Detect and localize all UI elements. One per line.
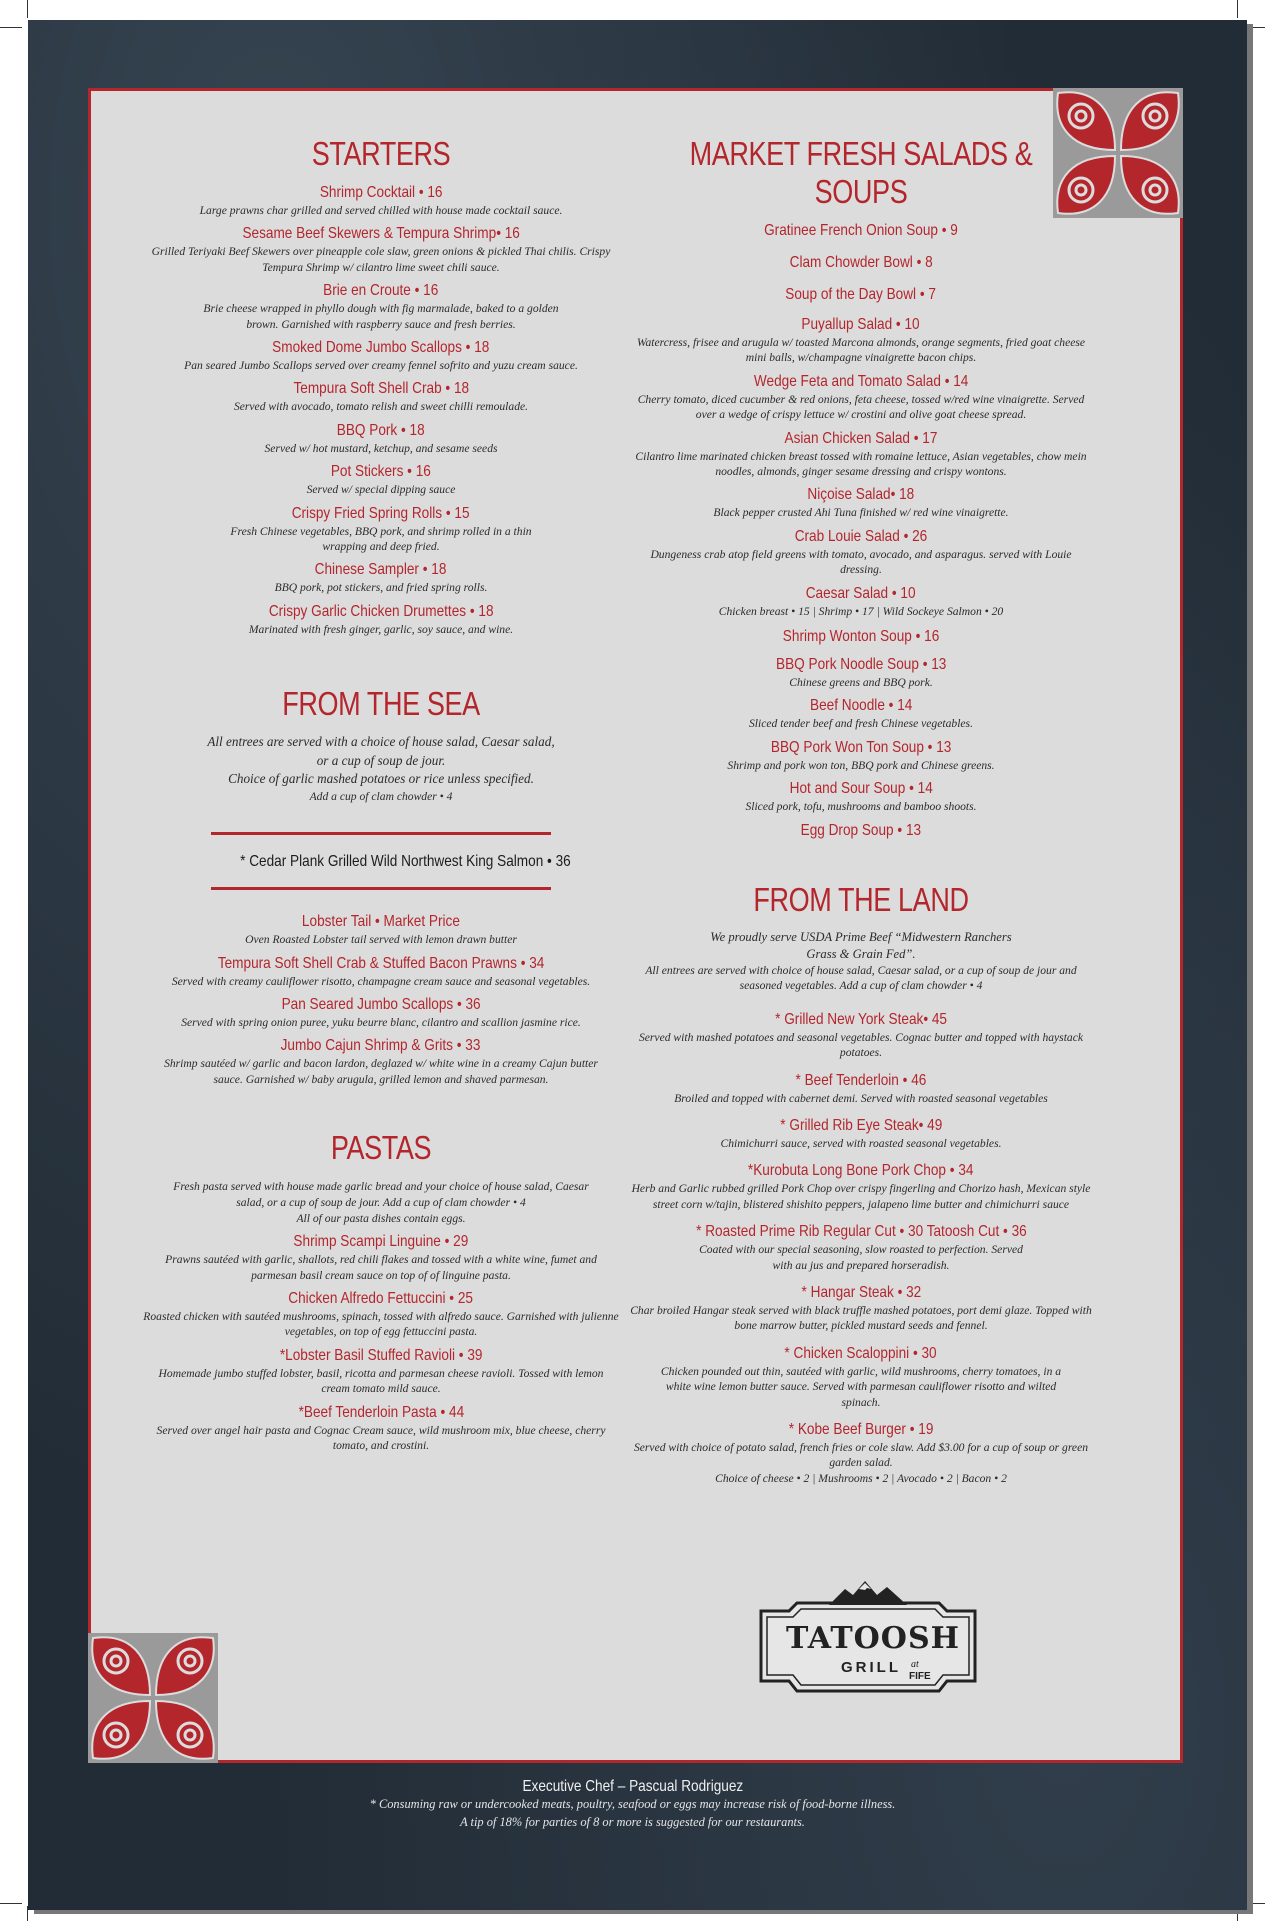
right-column [626, 135, 1096, 1487]
item-description: Sliced tender beef and fresh Chinese vegetables. [749, 717, 973, 731]
menu-item [131, 462, 631, 497]
section-intro: All of our pasta dishes contain eggs. [296, 1211, 466, 1225]
menu-item [131, 1036, 631, 1087]
menu-item [131, 379, 631, 414]
item-description: Fresh Chinese vegetables, BBQ pork, and shrimp rolled in a thin wrapping and deep fried. [230, 524, 532, 553]
item-description: Served with avocado, tomato relish and sweet chilli remoulade. [233, 400, 529, 414]
menu-item [626, 1222, 1096, 1273]
menu-item [626, 779, 1096, 814]
section-intro: Grass & Grain Fed”. [806, 946, 916, 961]
item-description: Chinese greens and BBQ pork. [789, 675, 933, 689]
item-description: Shrimp sautéed w/ garlic and bacon lardon, deglazed w/ white wine in a creamy Cajun butter sauce. Garnished w/ baby arugula, grilled lemon and shaved parmesan. [164, 1057, 598, 1086]
item-description: BBQ pork, pot stickers, and fried spring rolls. [274, 581, 488, 595]
logo-sub-text: GRILL [841, 1659, 901, 1676]
item-description: Watercress, frisee and arugula w/ toasted Marcona almonds, orange segments, fried goat cheese mini balls, w/champagne vinaigrette bacon chips. [636, 335, 1086, 365]
crop-mark [27, 0, 28, 18]
item-name: *Lobster Basil Stuffed Ravioli • 39 [279, 1346, 483, 1364]
item-name: Tempura Soft Shell Crab • 18 [293, 380, 469, 398]
menu-item [626, 1420, 1096, 1471]
item-name: Sesame Beef Skewers & Tempura Shrimp• 16 [242, 225, 520, 243]
item-name: Chicken Alfredo Fettuccini • 25 [288, 1289, 474, 1307]
health-warning: * Consuming raw or undercooked meats, poultry, seafood or eggs may increase risk of food-borne illness. [369, 1797, 896, 1811]
item-name: Jumbo Cajun Shrimp & Grits • 33 [281, 1037, 481, 1055]
item-name: Smoked Dome Jumbo Scallops • 18 [272, 338, 490, 356]
menu-item [626, 527, 1096, 578]
item-description: Served with choice of potato salad, french fries or cole slaw. Add $3.00 for a cup of soup or green garden salad. [633, 1441, 1089, 1470]
section-intro: Choice of garlic mashed potatoes or rice unless specified. [228, 771, 534, 787]
menu-item [626, 253, 1096, 273]
left-column [131, 135, 631, 1453]
crop-mark [1237, 0, 1238, 18]
item-name: Soup of the Day Bowl • 7 [785, 285, 937, 303]
tip-notice: A tip of 18% for parties of 8 or more is suggested for our restaurants. [460, 1814, 805, 1829]
section-title: FROM THE SEA [282, 685, 480, 723]
menu-item [131, 281, 631, 332]
item-description: Coated with our special seasoning, slow roasted to perfection. Served with au jus and prepared horseradish. [699, 1243, 1023, 1272]
section-intro: All entrees are served with choice of house salad, Caesar salad, or a cup of soup de jour and seasoned vegetables. Add a cup of clam chowder • 4 [645, 963, 1077, 993]
logo-place-text: FIFE [909, 1671, 931, 1682]
item-description: Chicken pounded out thin, sautéed with garlic, wild mushrooms, cherry tomatoes, in a white wine lemon butter sauce. Served with parmesan cauliflower risotto and wilted spinach. [660, 1364, 1062, 1409]
section-intro: or a cup of soup de jour. [316, 752, 446, 768]
menu-item [131, 602, 631, 637]
menu-item [626, 315, 1096, 366]
item-name: * Hangar Steak • 32 [801, 1284, 921, 1302]
section-title: PASTAS [330, 1129, 432, 1167]
item-name: Crispy Fried Spring Rolls • 15 [292, 504, 470, 522]
section-title: STARTERS [311, 135, 451, 172]
section-title: MARKET FRESH SALADS & SOUPS [689, 135, 1033, 210]
item-name: BBQ Pork • 18 [337, 421, 425, 439]
menu-item [131, 1403, 631, 1454]
item-description: Served with spring onion puree, yuku beurre blanc, cilantro and scallion jasmine rice. [181, 1016, 581, 1030]
item-name: Wedge Feta and Tomato Salad • 14 [753, 372, 969, 390]
item-name: Puyallup Salad • 10 [801, 315, 921, 333]
menu-item [626, 372, 1096, 423]
menu-item [626, 1116, 1096, 1151]
section-title: FROM THE LAND [753, 880, 969, 918]
item-name: * Grilled Rib Eye Steak• 49 [779, 1117, 942, 1134]
executive-chef: Executive Chef – Pascual Rodriguez [522, 1778, 743, 1795]
menu-item [626, 655, 1096, 690]
logo-at-text: at [911, 1659, 919, 1670]
menu-item [131, 183, 631, 218]
menu-item [131, 560, 631, 595]
swirl-ornament-icon [88, 1633, 218, 1763]
menu-item [131, 1289, 631, 1340]
from-the-sea-section [131, 685, 631, 1087]
item-name: * Kobe Beef Burger • 19 [788, 1421, 934, 1439]
crop-mark [0, 1903, 22, 1904]
menu-item [131, 224, 631, 275]
section-intro: We proudly serve USDA Prime Beef “Midwestern Ranchers [710, 929, 1012, 944]
item-description: Served over angel hair pasta and Cognac Cream sauce, wild mushroom mix, blue cheese, cherry tomato, and crostini. [156, 1423, 606, 1452]
item-description: Chicken breast • 15 | Shrimp • 17 | Wild Sockeye Salmon • 20 [718, 604, 1004, 618]
menu-item [131, 504, 631, 555]
item-name: Asian Chicken Salad • 17 [784, 429, 938, 447]
menu-item [626, 1161, 1096, 1212]
item-name: BBQ Pork Noodle Soup • 13 [775, 655, 947, 673]
item-name: *Kurobuta Long Bone Pork Chop • 34 [748, 1162, 974, 1180]
featured-item-name: * Cedar Plank Grilled Wild Northwest King Salmon • 36 [240, 853, 571, 871]
menu-item [131, 421, 631, 456]
pastas-section [131, 1129, 631, 1453]
logo-brand-text: TATOOSH [786, 1621, 960, 1656]
crop-mark [0, 27, 22, 28]
footer [0, 1778, 1265, 1832]
item-name: Egg Drop Soup • 13 [800, 821, 922, 839]
item-description: Dungeness crab atop field greens with tomato, avocado, and asparagus. served with Louie dressing. [650, 547, 1072, 577]
item-name: BBQ Pork Won Ton Soup • 13 [770, 738, 952, 756]
menu-item [626, 1010, 1096, 1061]
item-name: Shrimp Wonton Soup • 16 [782, 627, 940, 645]
menu-item [131, 1232, 631, 1283]
menu-item [131, 338, 631, 373]
item-description: Large prawns char grilled and served chilled with house made cocktail sauce. [199, 203, 563, 217]
featured-item [211, 832, 571, 890]
item-name: *Beef Tenderloin Pasta • 44 [298, 1403, 464, 1421]
section-intro: Fresh pasta served with house made garlic bread and your choice of house salad, Caesar salad, or a cup of soup de jour. Add a cup of clam chowder • 4 [173, 1180, 589, 1209]
item-description: Served with creamy cauliflower risotto, champagne cream sauce and seasonal vegetables. [171, 974, 591, 988]
item-name: Crispy Garlic Chicken Drumettes • 18 [268, 602, 494, 620]
item-name: * Roasted Prime Rib Regular Cut • 30 Tatoosh Cut • 36 [695, 1223, 1027, 1241]
item-description: Oven Roasted Lobster tail served with lemon drawn butter [245, 933, 517, 947]
menu-item [626, 584, 1096, 619]
menu-item [626, 1071, 1096, 1106]
item-description: Pan seared Jumbo Scallops served over creamy fennel sofrito and yuzu cream sauce. [184, 358, 578, 372]
menu-item [626, 627, 1096, 647]
section-intro: All entrees are served with a choice of house salad, Caesar salad, [207, 734, 555, 750]
item-description: Prawns sautéed with garlic, shallots, red chili flakes and tossed with a white wine, fumet and parmesan basil cream sauce on top of of linguine pasta. [165, 1253, 597, 1282]
menu-item [131, 954, 631, 989]
item-description: Grilled Teriyaki Beef Skewers over pineapple cole slaw, green onions & pickled Thai chilis. Crispy Tempura Shrimp w/ cilantro lime sweet chili sauce. [151, 245, 611, 274]
item-description: Chimichurri sauce, served with roasted seasonal vegetables. [720, 1137, 1002, 1150]
item-name: Hot and Sour Soup • 14 [789, 780, 933, 798]
menu-item [626, 485, 1096, 520]
item-description: Roasted chicken with sautéed mushrooms, spinach, tossed with alfredo sauce. Garnished with julienne vegetables, on top of egg fettuccini pasta. [143, 1309, 619, 1339]
item-description: Served with mashed potatoes and seasonal vegetables. Cognac butter and topped with haystack potatoes. [638, 1030, 1084, 1060]
menu-item [626, 821, 1096, 841]
item-name: Shrimp Cocktail • 16 [319, 183, 443, 201]
item-description: Homemade jumbo stuffed lobster, basil, ricotta and parmesan cheese ravioli. Tossed with lemon cream tomato mild sauce. [158, 1366, 604, 1396]
item-description: Shrimp and pork won ton, BBQ pork and Chinese greens. [727, 758, 995, 772]
item-description: Black pepper crusted Ahi Tuna finished w/ red wine vinaigrette. [713, 506, 1009, 520]
item-description: Marinated with fresh ginger, garlic, soy sauce, and wine. [248, 622, 514, 636]
item-description: Cilantro lime marinated chicken breast tossed with romaine lettuce, Asian vegetables, chow mein noodles, almonds, ginger sesame dressing and crispy wontons. [635, 449, 1087, 478]
item-description: Cherry tomato, diced cucumber & red onions, feta cheese, tossed w/red wine vinaigrette. Served over a wedge of crispy lettuce w/ crostini and olive goat cheese spread. [637, 392, 1085, 422]
restaurant-logo [749, 1579, 987, 1704]
item-description: Sliced pork, tofu, mushrooms and bamboo shoots. [745, 800, 977, 814]
item-name: Brie en Croute • 16 [323, 282, 439, 300]
menu-item [626, 221, 1096, 241]
menu-item [626, 429, 1096, 480]
item-name: Clam Chowder Bowl • 8 [789, 253, 933, 271]
from-the-land-section [626, 881, 1096, 1487]
menu-item [626, 1283, 1096, 1334]
item-name: Pot Stickers • 16 [330, 463, 432, 481]
menu-item [131, 995, 631, 1030]
item-name: * Chicken Scaloppini • 30 [784, 1344, 938, 1362]
menu-item [626, 1344, 1096, 1410]
item-name: * Grilled New York Steak• 45 [775, 1010, 947, 1028]
item-name: Chinese Sampler • 18 [315, 561, 447, 579]
item-description: Herb and Garlic rubbed grilled Pork Chop over crispy fingerling and Chorizo hash, Mexican style street corn w/tajin, blistered shishito peppers, jalapeno lime butter and chimichurri sauce [631, 1182, 1091, 1211]
section-intro: Add a cup of clam chowder • 4 [309, 789, 453, 803]
menu-panel [88, 88, 1183, 1763]
item-description: Served w/ special dipping sauce [306, 483, 456, 497]
item-name: * Beef Tenderloin • 46 [795, 1071, 927, 1089]
menu-item [131, 912, 631, 947]
item-name: Tempura Soft Shell Crab & Stuffed Bacon Prawns • 34 [217, 954, 545, 972]
menu-item [626, 738, 1096, 773]
item-name: Shrimp Scampi Linguine • 29 [293, 1233, 469, 1251]
item-name: Pan Seared Jumbo Scallops • 36 [281, 996, 481, 1014]
menu-item [626, 285, 1096, 305]
item-name: Caesar Salad • 10 [806, 584, 916, 602]
item-description: Broiled and topped with cabernet demi. Served with roasted seasonal vegetables [674, 1091, 1048, 1105]
menu-item [626, 696, 1096, 731]
salads-soups-section [626, 135, 1096, 841]
item-name: Lobster Tail • Market Price [302, 913, 460, 931]
item-name: Crab Louie Salad • 26 [794, 527, 928, 545]
item-name: Niçoise Salad• 18 [807, 486, 915, 504]
starters-section [131, 135, 631, 637]
item-name: Gratinee French Onion Soup • 9 [764, 221, 958, 239]
menu-item [131, 1346, 631, 1397]
item-name: Beef Noodle • 14 [809, 697, 913, 715]
item-description: Brie cheese wrapped in phyllo dough with fig marmalade, baked to a golden brown. Garnished with raspberry sauce and fresh berries. [203, 302, 559, 331]
burger-extras: Choice of cheese • 2 | Mushrooms • 2 | Avocado • 2 | Bacon • 2 [715, 1471, 1007, 1485]
item-description: Served w/ hot mustard, ketchup, and sesame seeds [264, 441, 498, 455]
item-description: Char broiled Hangar steak served with black truffle mashed potatoes, port demi glaze. Topped with bone marrow butter, pickled mustard seeds and fennel. [630, 1304, 1092, 1333]
